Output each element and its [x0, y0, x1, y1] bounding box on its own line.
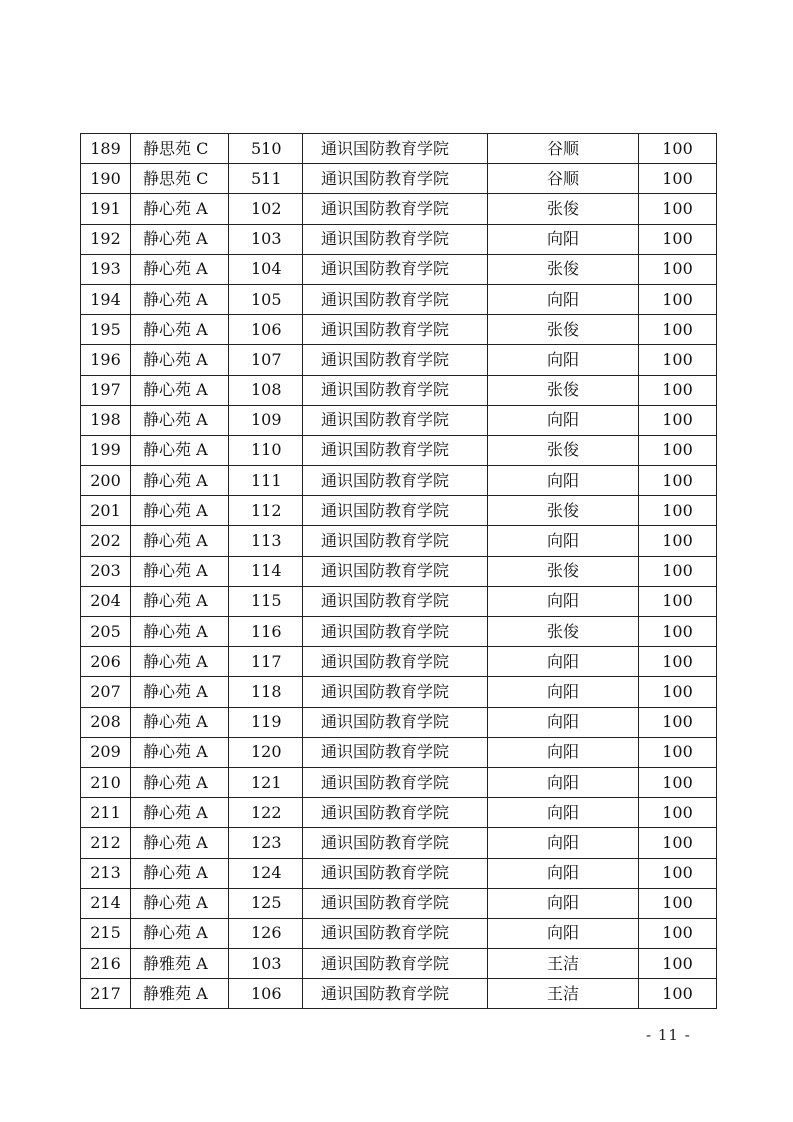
college-name-cell: 通识国防教育学院 — [303, 586, 488, 616]
inspection-score-cell: 100 — [639, 134, 717, 164]
inspection-score-cell: 100 — [639, 224, 717, 254]
table-row — [81, 737, 717, 767]
row-index-cell: 214 — [81, 888, 131, 918]
table-row — [81, 918, 717, 948]
building-name-cell: 静心苑 A — [131, 828, 229, 858]
building-name-cell: 静心苑 A — [131, 918, 229, 948]
table-row — [81, 828, 717, 858]
room-number-cell: 113 — [229, 526, 303, 556]
building-name-cell: 静心苑 A — [131, 888, 229, 918]
row-index-cell: 195 — [81, 315, 131, 345]
responsible-person-cell: 谷顺 — [488, 164, 639, 194]
college-name-cell: 通识国防教育学院 — [303, 164, 488, 194]
college-name-cell: 通识国防教育学院 — [303, 918, 488, 948]
college-name-cell: 通识国防教育学院 — [303, 254, 488, 284]
room-number-cell: 111 — [229, 466, 303, 496]
row-index-cell: 209 — [81, 737, 131, 767]
table-row — [81, 466, 717, 496]
room-number-cell: 117 — [229, 647, 303, 677]
row-index-cell: 203 — [81, 556, 131, 586]
responsible-person-cell: 向阳 — [488, 798, 639, 828]
row-index-cell: 190 — [81, 164, 131, 194]
building-name-cell: 静心苑 A — [131, 556, 229, 586]
building-name-cell: 静心苑 A — [131, 254, 229, 284]
row-index-cell: 201 — [81, 496, 131, 526]
room-number-cell: 103 — [229, 949, 303, 979]
room-number-cell: 104 — [229, 254, 303, 284]
college-name-cell: 通识国防教育学院 — [303, 194, 488, 224]
room-number-cell: 115 — [229, 586, 303, 616]
row-index-cell: 200 — [81, 466, 131, 496]
college-name-cell: 通识国防教育学院 — [303, 828, 488, 858]
row-index-cell: 211 — [81, 798, 131, 828]
row-index-cell: 205 — [81, 617, 131, 647]
row-index-cell: 206 — [81, 647, 131, 677]
inspection-score-cell: 100 — [639, 194, 717, 224]
inspection-score-cell: 100 — [639, 737, 717, 767]
inspection-score-cell: 100 — [639, 767, 717, 797]
table-body — [81, 134, 717, 1009]
row-index-cell: 212 — [81, 828, 131, 858]
inspection-score-cell: 100 — [639, 586, 717, 616]
responsible-person-cell: 向阳 — [488, 707, 639, 737]
room-number-cell: 125 — [229, 888, 303, 918]
college-name-cell: 通识国防教育学院 — [303, 345, 488, 375]
building-name-cell: 静心苑 A — [131, 707, 229, 737]
responsible-person-cell: 向阳 — [488, 224, 639, 254]
inspection-score-cell: 100 — [639, 858, 717, 888]
inspection-score-cell: 100 — [639, 888, 717, 918]
room-number-cell: 107 — [229, 345, 303, 375]
inspection-score-cell: 100 — [639, 556, 717, 586]
responsible-person-cell: 向阳 — [488, 767, 639, 797]
table-row — [81, 858, 717, 888]
row-index-cell: 217 — [81, 979, 131, 1009]
room-number-cell: 110 — [229, 435, 303, 465]
building-name-cell: 静心苑 A — [131, 224, 229, 254]
responsible-person-cell: 向阳 — [488, 345, 639, 375]
row-index-cell: 192 — [81, 224, 131, 254]
row-index-cell: 202 — [81, 526, 131, 556]
table-row — [81, 315, 717, 345]
inspection-score-cell: 100 — [639, 647, 717, 677]
room-number-cell: 116 — [229, 617, 303, 647]
room-number-cell: 119 — [229, 707, 303, 737]
row-index-cell: 189 — [81, 134, 131, 164]
room-number-cell: 106 — [229, 315, 303, 345]
room-number-cell: 124 — [229, 858, 303, 888]
table-row — [81, 647, 717, 677]
inspection-score-cell: 100 — [639, 828, 717, 858]
table-row — [81, 496, 717, 526]
building-name-cell: 静心苑 A — [131, 284, 229, 314]
row-index-cell: 216 — [81, 949, 131, 979]
building-name-cell: 静心苑 A — [131, 586, 229, 616]
row-index-cell: 193 — [81, 254, 131, 284]
inspection-score-cell: 100 — [639, 284, 717, 314]
row-index-cell: 197 — [81, 375, 131, 405]
row-index-cell: 198 — [81, 405, 131, 435]
building-name-cell: 静雅苑 A — [131, 979, 229, 1009]
responsible-person-cell: 张俊 — [488, 315, 639, 345]
building-name-cell: 静心苑 A — [131, 375, 229, 405]
inspection-score-cell: 100 — [639, 918, 717, 948]
table-row — [81, 677, 717, 707]
responsible-person-cell: 张俊 — [488, 254, 639, 284]
responsible-person-cell: 向阳 — [488, 828, 639, 858]
table-row — [81, 194, 717, 224]
responsible-person-cell: 张俊 — [488, 194, 639, 224]
building-name-cell: 静心苑 A — [131, 194, 229, 224]
inspection-score-cell: 100 — [639, 707, 717, 737]
responsible-person-cell: 向阳 — [488, 466, 639, 496]
inspection-score-cell: 100 — [639, 254, 717, 284]
responsible-person-cell: 张俊 — [488, 617, 639, 647]
responsible-person-cell: 向阳 — [488, 737, 639, 767]
table-row — [81, 164, 717, 194]
college-name-cell: 通识国防教育学院 — [303, 707, 488, 737]
inspection-score-cell: 100 — [639, 526, 717, 556]
college-name-cell: 通识国防教育学院 — [303, 224, 488, 254]
inspection-score-cell: 100 — [639, 677, 717, 707]
responsible-person-cell: 向阳 — [488, 284, 639, 314]
table-row — [81, 586, 717, 616]
table-row — [81, 254, 717, 284]
college-name-cell: 通识国防教育学院 — [303, 858, 488, 888]
responsible-person-cell: 向阳 — [488, 918, 639, 948]
college-name-cell: 通识国防教育学院 — [303, 949, 488, 979]
inspection-score-cell: 100 — [639, 405, 717, 435]
college-name-cell: 通识国防教育学院 — [303, 315, 488, 345]
college-name-cell: 通识国防教育学院 — [303, 284, 488, 314]
inspection-score-cell: 100 — [639, 979, 717, 1009]
college-name-cell: 通识国防教育学院 — [303, 798, 488, 828]
inspection-score-cell: 100 — [639, 164, 717, 194]
inspection-score-cell: 100 — [639, 315, 717, 345]
row-index-cell: 213 — [81, 858, 131, 888]
responsible-person-cell: 向阳 — [488, 858, 639, 888]
room-number-cell: 118 — [229, 677, 303, 707]
row-index-cell: 210 — [81, 767, 131, 797]
table-row — [81, 284, 717, 314]
responsible-person-cell: 向阳 — [488, 647, 639, 677]
college-name-cell: 通识国防教育学院 — [303, 466, 488, 496]
inspection-score-cell: 100 — [639, 435, 717, 465]
table-row — [81, 888, 717, 918]
building-name-cell: 静思苑 C — [131, 164, 229, 194]
room-number-cell: 510 — [229, 134, 303, 164]
inspection-score-cell: 100 — [639, 345, 717, 375]
table-row — [81, 224, 717, 254]
table-row — [81, 405, 717, 435]
table-row — [81, 767, 717, 797]
inspection-score-cell: 100 — [639, 798, 717, 828]
inspection-score-cell: 100 — [639, 949, 717, 979]
building-name-cell: 静心苑 A — [131, 435, 229, 465]
responsible-person-cell: 向阳 — [488, 888, 639, 918]
row-index-cell: 196 — [81, 345, 131, 375]
building-name-cell: 静心苑 A — [131, 315, 229, 345]
row-index-cell: 207 — [81, 677, 131, 707]
room-number-cell: 511 — [229, 164, 303, 194]
inspection-score-cell: 100 — [639, 617, 717, 647]
college-name-cell: 通识国防教育学院 — [303, 979, 488, 1009]
room-number-cell: 123 — [229, 828, 303, 858]
table-row — [81, 526, 717, 556]
responsible-person-cell: 王洁 — [488, 979, 639, 1009]
building-name-cell: 静心苑 A — [131, 526, 229, 556]
building-name-cell: 静心苑 A — [131, 405, 229, 435]
table-row — [81, 556, 717, 586]
table-row — [81, 134, 717, 164]
room-number-cell: 105 — [229, 284, 303, 314]
building-name-cell: 静心苑 A — [131, 858, 229, 888]
row-index-cell: 194 — [81, 284, 131, 314]
row-index-cell: 199 — [81, 435, 131, 465]
room-number-cell: 108 — [229, 375, 303, 405]
building-name-cell: 静心苑 A — [131, 767, 229, 797]
room-number-cell: 109 — [229, 405, 303, 435]
responsible-person-cell: 向阳 — [488, 586, 639, 616]
room-number-cell: 106 — [229, 979, 303, 1009]
table-row — [81, 435, 717, 465]
responsible-person-cell: 向阳 — [488, 405, 639, 435]
building-name-cell: 静心苑 A — [131, 617, 229, 647]
row-index-cell: 204 — [81, 586, 131, 616]
college-name-cell: 通识国防教育学院 — [303, 556, 488, 586]
room-number-cell: 114 — [229, 556, 303, 586]
table-row — [81, 979, 717, 1009]
dormitory-inspection-table — [80, 133, 717, 1009]
building-name-cell: 静雅苑 A — [131, 949, 229, 979]
college-name-cell: 通识国防教育学院 — [303, 888, 488, 918]
table-row — [81, 798, 717, 828]
college-name-cell: 通识国防教育学院 — [303, 435, 488, 465]
building-name-cell: 静心苑 A — [131, 466, 229, 496]
table-row — [81, 949, 717, 979]
building-name-cell: 静心苑 A — [131, 677, 229, 707]
building-name-cell: 静心苑 A — [131, 737, 229, 767]
page-number: - 11 - — [646, 1026, 691, 1044]
responsible-person-cell: 向阳 — [488, 526, 639, 556]
table-row — [81, 617, 717, 647]
building-name-cell: 静心苑 A — [131, 798, 229, 828]
college-name-cell: 通识国防教育学院 — [303, 647, 488, 677]
row-index-cell: 208 — [81, 707, 131, 737]
table-row — [81, 707, 717, 737]
room-number-cell: 102 — [229, 194, 303, 224]
inspection-score-cell: 100 — [639, 496, 717, 526]
responsible-person-cell: 张俊 — [488, 435, 639, 465]
inspection-score-cell: 100 — [639, 375, 717, 405]
room-number-cell: 120 — [229, 737, 303, 767]
college-name-cell: 通识国防教育学院 — [303, 617, 488, 647]
room-number-cell: 121 — [229, 767, 303, 797]
college-name-cell: 通识国防教育学院 — [303, 496, 488, 526]
responsible-person-cell: 张俊 — [488, 556, 639, 586]
building-name-cell: 静思苑 C — [131, 134, 229, 164]
responsible-person-cell: 谷顺 — [488, 134, 639, 164]
building-name-cell: 静心苑 A — [131, 345, 229, 375]
table-row — [81, 375, 717, 405]
table-row — [81, 345, 717, 375]
building-name-cell: 静心苑 A — [131, 496, 229, 526]
college-name-cell: 通识国防教育学院 — [303, 677, 488, 707]
building-name-cell: 静心苑 A — [131, 647, 229, 677]
college-name-cell: 通识国防教育学院 — [303, 405, 488, 435]
row-index-cell: 215 — [81, 918, 131, 948]
room-number-cell: 103 — [229, 224, 303, 254]
room-number-cell: 112 — [229, 496, 303, 526]
room-number-cell: 126 — [229, 918, 303, 948]
responsible-person-cell: 向阳 — [488, 677, 639, 707]
responsible-person-cell: 张俊 — [488, 375, 639, 405]
responsible-person-cell: 张俊 — [488, 496, 639, 526]
college-name-cell: 通识国防教育学院 — [303, 526, 488, 556]
inspection-score-cell: 100 — [639, 466, 717, 496]
room-number-cell: 122 — [229, 798, 303, 828]
college-name-cell: 通识国防教育学院 — [303, 375, 488, 405]
college-name-cell: 通识国防教育学院 — [303, 134, 488, 164]
responsible-person-cell: 王洁 — [488, 949, 639, 979]
row-index-cell: 191 — [81, 194, 131, 224]
college-name-cell: 通识国防教育学院 — [303, 737, 488, 767]
college-name-cell: 通识国防教育学院 — [303, 767, 488, 797]
